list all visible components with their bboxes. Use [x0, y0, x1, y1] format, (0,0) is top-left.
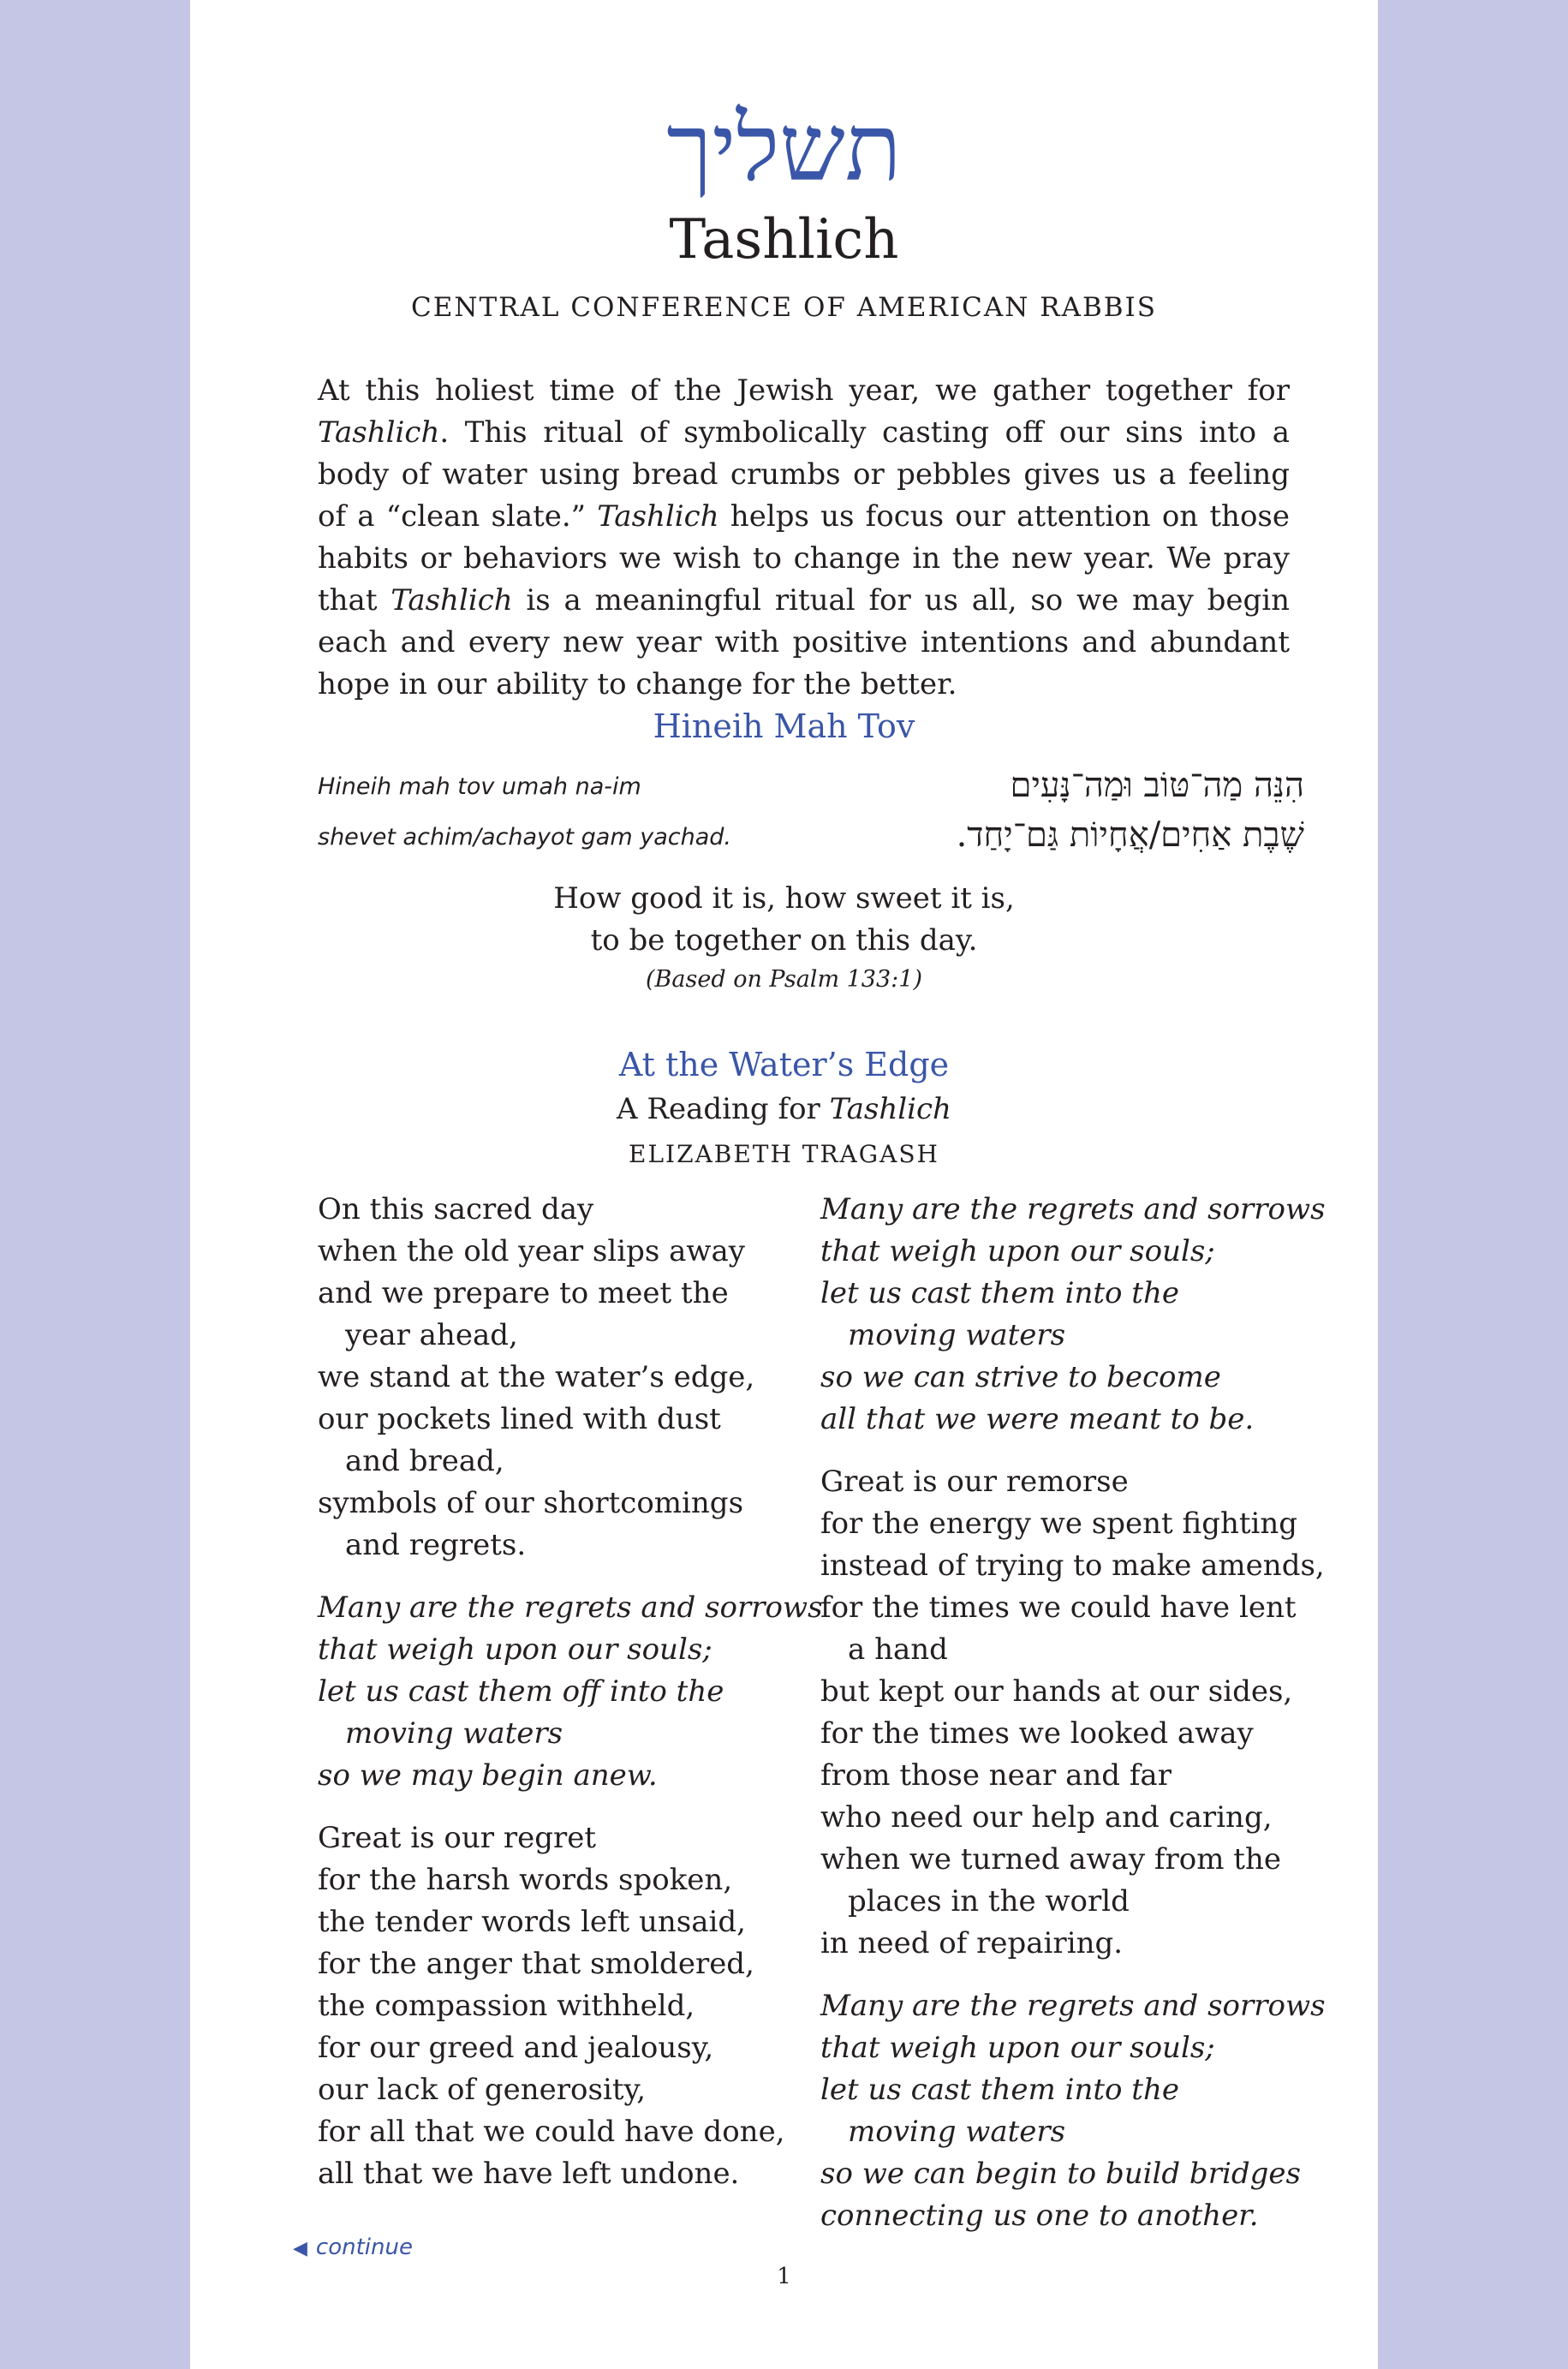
hineih-heading: Hineih Mah Tov	[653, 707, 915, 745]
poem-line: and regrets.	[345, 1528, 527, 1562]
transliteration-line-1: Hineih mah tov umah na-im	[318, 773, 641, 800]
poem-line: for the energy we spent fighting	[820, 1507, 1298, 1541]
hebrew-line-2: שֶׁבֶת אַחִים/אֲחָיוֹת גַּם־יָחַד.	[956, 815, 1304, 855]
poem-line: for the times we looked away	[820, 1716, 1254, 1751]
poem-line: but kept our hands at our sides,	[820, 1674, 1293, 1709]
stanza-refrain	[820, 1189, 1326, 1441]
poem-line: moving waters	[848, 2115, 1066, 2149]
poem-line: Many are the regrets and sorrows	[820, 1989, 1326, 2023]
stanza-refrain	[820, 1985, 1326, 2237]
continue-link[interactable]	[293, 2236, 413, 2259]
reading-subheading-italic: Tashlich	[829, 1092, 951, 1126]
hebrew-title: תשליך	[666, 95, 902, 202]
poem-line: year ahead,	[345, 1318, 518, 1352]
intro-italic: Tashlich	[318, 415, 440, 450]
poem-line: Great is our remorse	[820, 1465, 1129, 1499]
poem-line: instead of trying to make amends,	[820, 1549, 1325, 1583]
author-name: ELIZABETH TRAGASH	[629, 1140, 939, 1168]
poem-column-right	[820, 1189, 1326, 2258]
reading-subheading-text: A Reading for	[617, 1092, 830, 1126]
poem-line: for the anger that smoldered,	[318, 1947, 754, 1981]
page-number: 1	[777, 2264, 791, 2289]
poem-line: Many are the regrets and sorrows	[318, 1590, 823, 1625]
poem-line: so we may begin anew.	[318, 1758, 658, 1793]
poem-line: so we can begin to build bridges	[820, 2157, 1301, 2191]
stanza	[318, 1189, 814, 1566]
poem-line: places in the world	[848, 1884, 1130, 1918]
intro-paragraph	[318, 370, 1290, 706]
poem-line: our pockets lined with dust	[318, 1402, 721, 1436]
poem-line: moving waters	[848, 1318, 1066, 1352]
poem-line: and bread,	[345, 1444, 504, 1478]
organization-name: CENTRAL CONFERENCE OF AMERICAN RABBIS	[411, 292, 1157, 323]
intro-italic: Tashlich	[391, 583, 513, 618]
poem-line: when we turned away from the	[820, 1842, 1281, 1877]
poem-line: connecting us one to another.	[820, 2199, 1259, 2233]
poem-line: so we can strive to become	[820, 1360, 1221, 1394]
poem-line: all that we were meant to be.	[820, 1402, 1255, 1436]
intro-text: helps us focus our attention on those habits or behaviors we wish to change in the new year. We pray that	[318, 499, 1290, 618]
poem-line: let us cast them into the	[820, 1276, 1179, 1310]
poem-line: that weigh upon our souls;	[820, 1234, 1215, 1268]
triangle-left-icon: ◀	[293, 2238, 307, 2259]
poem-line: moving waters	[345, 1716, 563, 1751]
poem-line: the tender words left unsaid,	[318, 1905, 746, 1939]
poem-line: symbols of our shortcomings	[318, 1486, 744, 1520]
poem-line: when the old year slips away	[318, 1234, 745, 1268]
poem-line: On this sacred day	[318, 1192, 594, 1226]
stanza-refrain	[318, 1587, 823, 1797]
poem-line: let us cast them off into the	[318, 1674, 724, 1709]
poem-line: for our greed and jealousy,	[318, 2031, 714, 2065]
intro-italic: Tashlich	[597, 499, 719, 534]
page-title: Tashlich	[669, 208, 899, 272]
page	[190, 0, 1378, 2369]
poem-line: the compassion withheld,	[318, 1989, 695, 2023]
poem-line: in need of repairing.	[820, 1926, 1124, 1960]
poem-line: Many are the regrets and sorrows	[820, 1192, 1326, 1226]
reading-heading: At the Water’s Edge	[618, 1046, 950, 1083]
intro-text: is a meaningful ritual for us all, so we may begin each and every new year with positive intentions and abundant hope in our ability to change for the better.	[318, 583, 1290, 701]
transliteration-line-2: shevet achim/achayot gam yachad.	[318, 824, 731, 850]
continue-label: continue	[315, 2235, 413, 2260]
poem-line: let us cast them into the	[820, 2073, 1179, 2107]
translation-line-2: to be together on this day.	[590, 923, 978, 958]
poem-line: who need our help and caring,	[820, 1800, 1273, 1835]
translation-line-1: How good it is, how sweet it is,	[553, 881, 1015, 916]
poem-column-left	[318, 1189, 823, 2216]
poem-line: that weigh upon our souls;	[820, 2031, 1215, 2065]
intro-text: . This ritual of symbolically casting off our sins into a body of water using bread crumbs or pebbles gives us a feeling of a “clean slate.”	[318, 415, 1290, 534]
stanza	[318, 1817, 814, 2195]
poem-line: a hand	[848, 1632, 948, 1667]
poem-line: that weigh upon our souls;	[318, 1632, 712, 1667]
poem-line: we stand at the water’s edge,	[318, 1360, 755, 1394]
poem-line: our lack of generosity,	[318, 2073, 646, 2107]
poem-line: all that we have left undone.	[318, 2157, 740, 2191]
reading-subheading	[190, 1092, 1378, 1126]
citation: (Based on Psalm 133:1)	[646, 966, 922, 993]
intro-text: At this holiest time of the Jewish year, we gather together for	[318, 373, 1290, 408]
poem-line: from those near and far	[820, 1758, 1172, 1793]
poem-line: for the times we could have lent	[820, 1590, 1297, 1625]
poem-line: for the harsh words spoken,	[318, 1863, 733, 1897]
hebrew-line-1: הִנֵּה מַה־טּוֹב וּמַה־נָּעִים	[1010, 766, 1304, 805]
poem-line: Great is our regret	[318, 1821, 597, 1855]
stanza	[820, 1461, 1325, 1965]
poem-line: for all that we could have done,	[318, 2115, 785, 2149]
poem-line: and we prepare to meet the	[318, 1276, 729, 1310]
